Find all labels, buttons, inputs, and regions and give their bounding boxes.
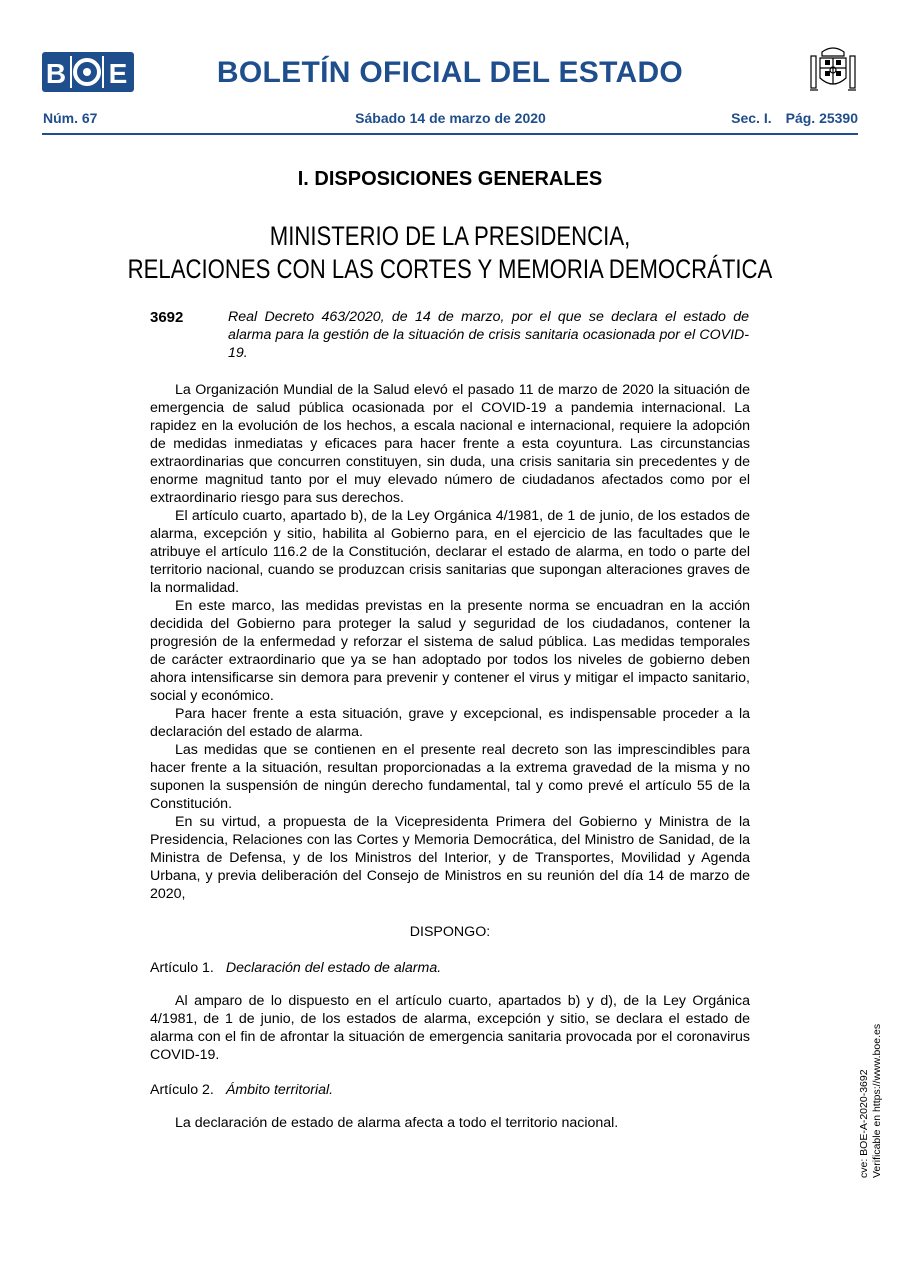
issue-number: Núm. 67 [43, 110, 98, 126]
article-text: Al amparo de lo dispuesto en el artículo cuarto, apartados b) y d), de la Ley Orgánica 4/1981, de 1 de junio, de los estados de alarma, excepción y sitio, se declara el estado de alarma con el fin de afrontar la situación de emergencia sanitaria provocada por el coronavirus COVID-19. [150, 993, 750, 1063]
ministry-heading [81, 220, 819, 286]
article-title: Ámbito territorial. [225, 1082, 334, 1098]
header-divider [42, 133, 858, 135]
section-label: Sec. I. [731, 110, 772, 126]
article-heading [150, 1081, 750, 1099]
verification-url: Verificable en https://www.boe.es [871, 1023, 883, 1178]
article-title: Declaración del estado de alarma. [225, 960, 442, 976]
ministry-line-1: MINISTERIO DE LA PRESIDENCIA, [269, 221, 631, 251]
issue-date: Sábado 14 de marzo de 2020 [355, 110, 546, 126]
boe-logo [42, 52, 134, 92]
header-meta [43, 110, 858, 130]
section-page [731, 110, 858, 126]
paragraph: En este marco, las medidas previstas en la presente norma se encuadran en la acción decidida del Gobierno para proteger la salud y seguridad de los ciudadanos, contener la progresión de la enfermedad y reforzar el sistema de salud pública. Las medidas temporales de carácter extraordinario que ya se han adoptado por todos los niveles de gobierno deben ahora intensificarse sin demora para prevenir y contener el virus y mitigar el impacto sanitario, social y económico. [150, 598, 750, 704]
ministry-line-2: RELACIONES CON LAS CORTES Y MEMORIA DEMOCRÁTICA [127, 254, 773, 284]
gazette-title: BOLETÍN OFICIAL DEL ESTADO [216, 56, 684, 89]
dispongo-heading: DISPONGO: [409, 924, 491, 940]
section-heading: I. DISPOSICIONES GENERALES [297, 168, 603, 190]
decree-title: Real Decreto 463/2020, de 14 de marzo, por el que se declara el estado de alarma para la gestión de la situación de crisis sanitaria ocasionada por el COVID-19. [228, 309, 749, 361]
paragraph: El artículo cuarto, apartado b), de la Ley Orgánica 4/1981, de 1 de junio, de los estados de alarma, excepción y sitio, habilita al Gobierno para, en el ejercicio de las facultades que le atribuye el artículo 116.2 de la Constitución, declarar el estado de alarma, en todo o parte del territorio nacional, cuando se produzcan crisis sanitarias que supongan alteraciones graves de la normalidad. [150, 508, 750, 596]
decree-number: 3692 [150, 309, 184, 326]
article-heading [150, 959, 750, 977]
cve-code: cve: BOE-A-2020-3692 [858, 1069, 870, 1178]
article-label: Artículo 1. [150, 960, 214, 976]
document-body [150, 381, 750, 1132]
article-label: Artículo 2. [150, 1082, 214, 1098]
coat-of-arms-icon [808, 44, 858, 98]
svg-text:E: E [108, 58, 128, 89]
article-text: La declaración de estado de alarma afecta a todo el territorio nacional. [175, 1115, 619, 1131]
paragraph: En su virtud, a propuesta de la Vicepresidenta Primera del Gobierno y Ministra de la Presidencia, Relaciones con las Cortes y Memoria Democrática, del Ministro de Sanidad, de la Ministra de Defensa, y de los Ministros del Interior, y de Transportes, Movilidad y Agenda Urbana, y previa deliberación del Consejo de Ministros en su reunión del día 14 de marzo de 2020, [150, 814, 750, 902]
page-number: Pág. 25390 [785, 110, 858, 126]
svg-text:B: B [45, 58, 67, 89]
paragraph: Las medidas que se contienen en el presente real decreto son las imprescindibles para hacer frente a la situación, resultan proporcionadas a la extrema gravedad de la misma y no suponen la suspensión de ningún derecho fundamental, tal y como prevé el artículo 55 de la Constitución. [150, 742, 750, 812]
paragraph: Para hacer frente a esta situación, grave y excepcional, es indispensable proceder a la declaración del estado de alarma. [150, 706, 750, 740]
paragraph: La Organización Mundial de la Salud elevó el pasado 11 de marzo de 2020 la situación de emergencia de salud pública ocasionada por el COVID-19 a pandemia internacional. La rapidez en la evolución de los hechos, a escala nacional e internacional, requiere la adopción de medidas inmediatas y eficaces para hacer frente a esta coyuntura. Las circunstancias extraordinarias que concurren constituyen, sin duda, una crisis sanitaria sin precedentes y de enorme magnitud tanto por el muy elevado número de ciudadanos afectados como por el extraordinario riesgo para sus derechos. [150, 382, 750, 506]
